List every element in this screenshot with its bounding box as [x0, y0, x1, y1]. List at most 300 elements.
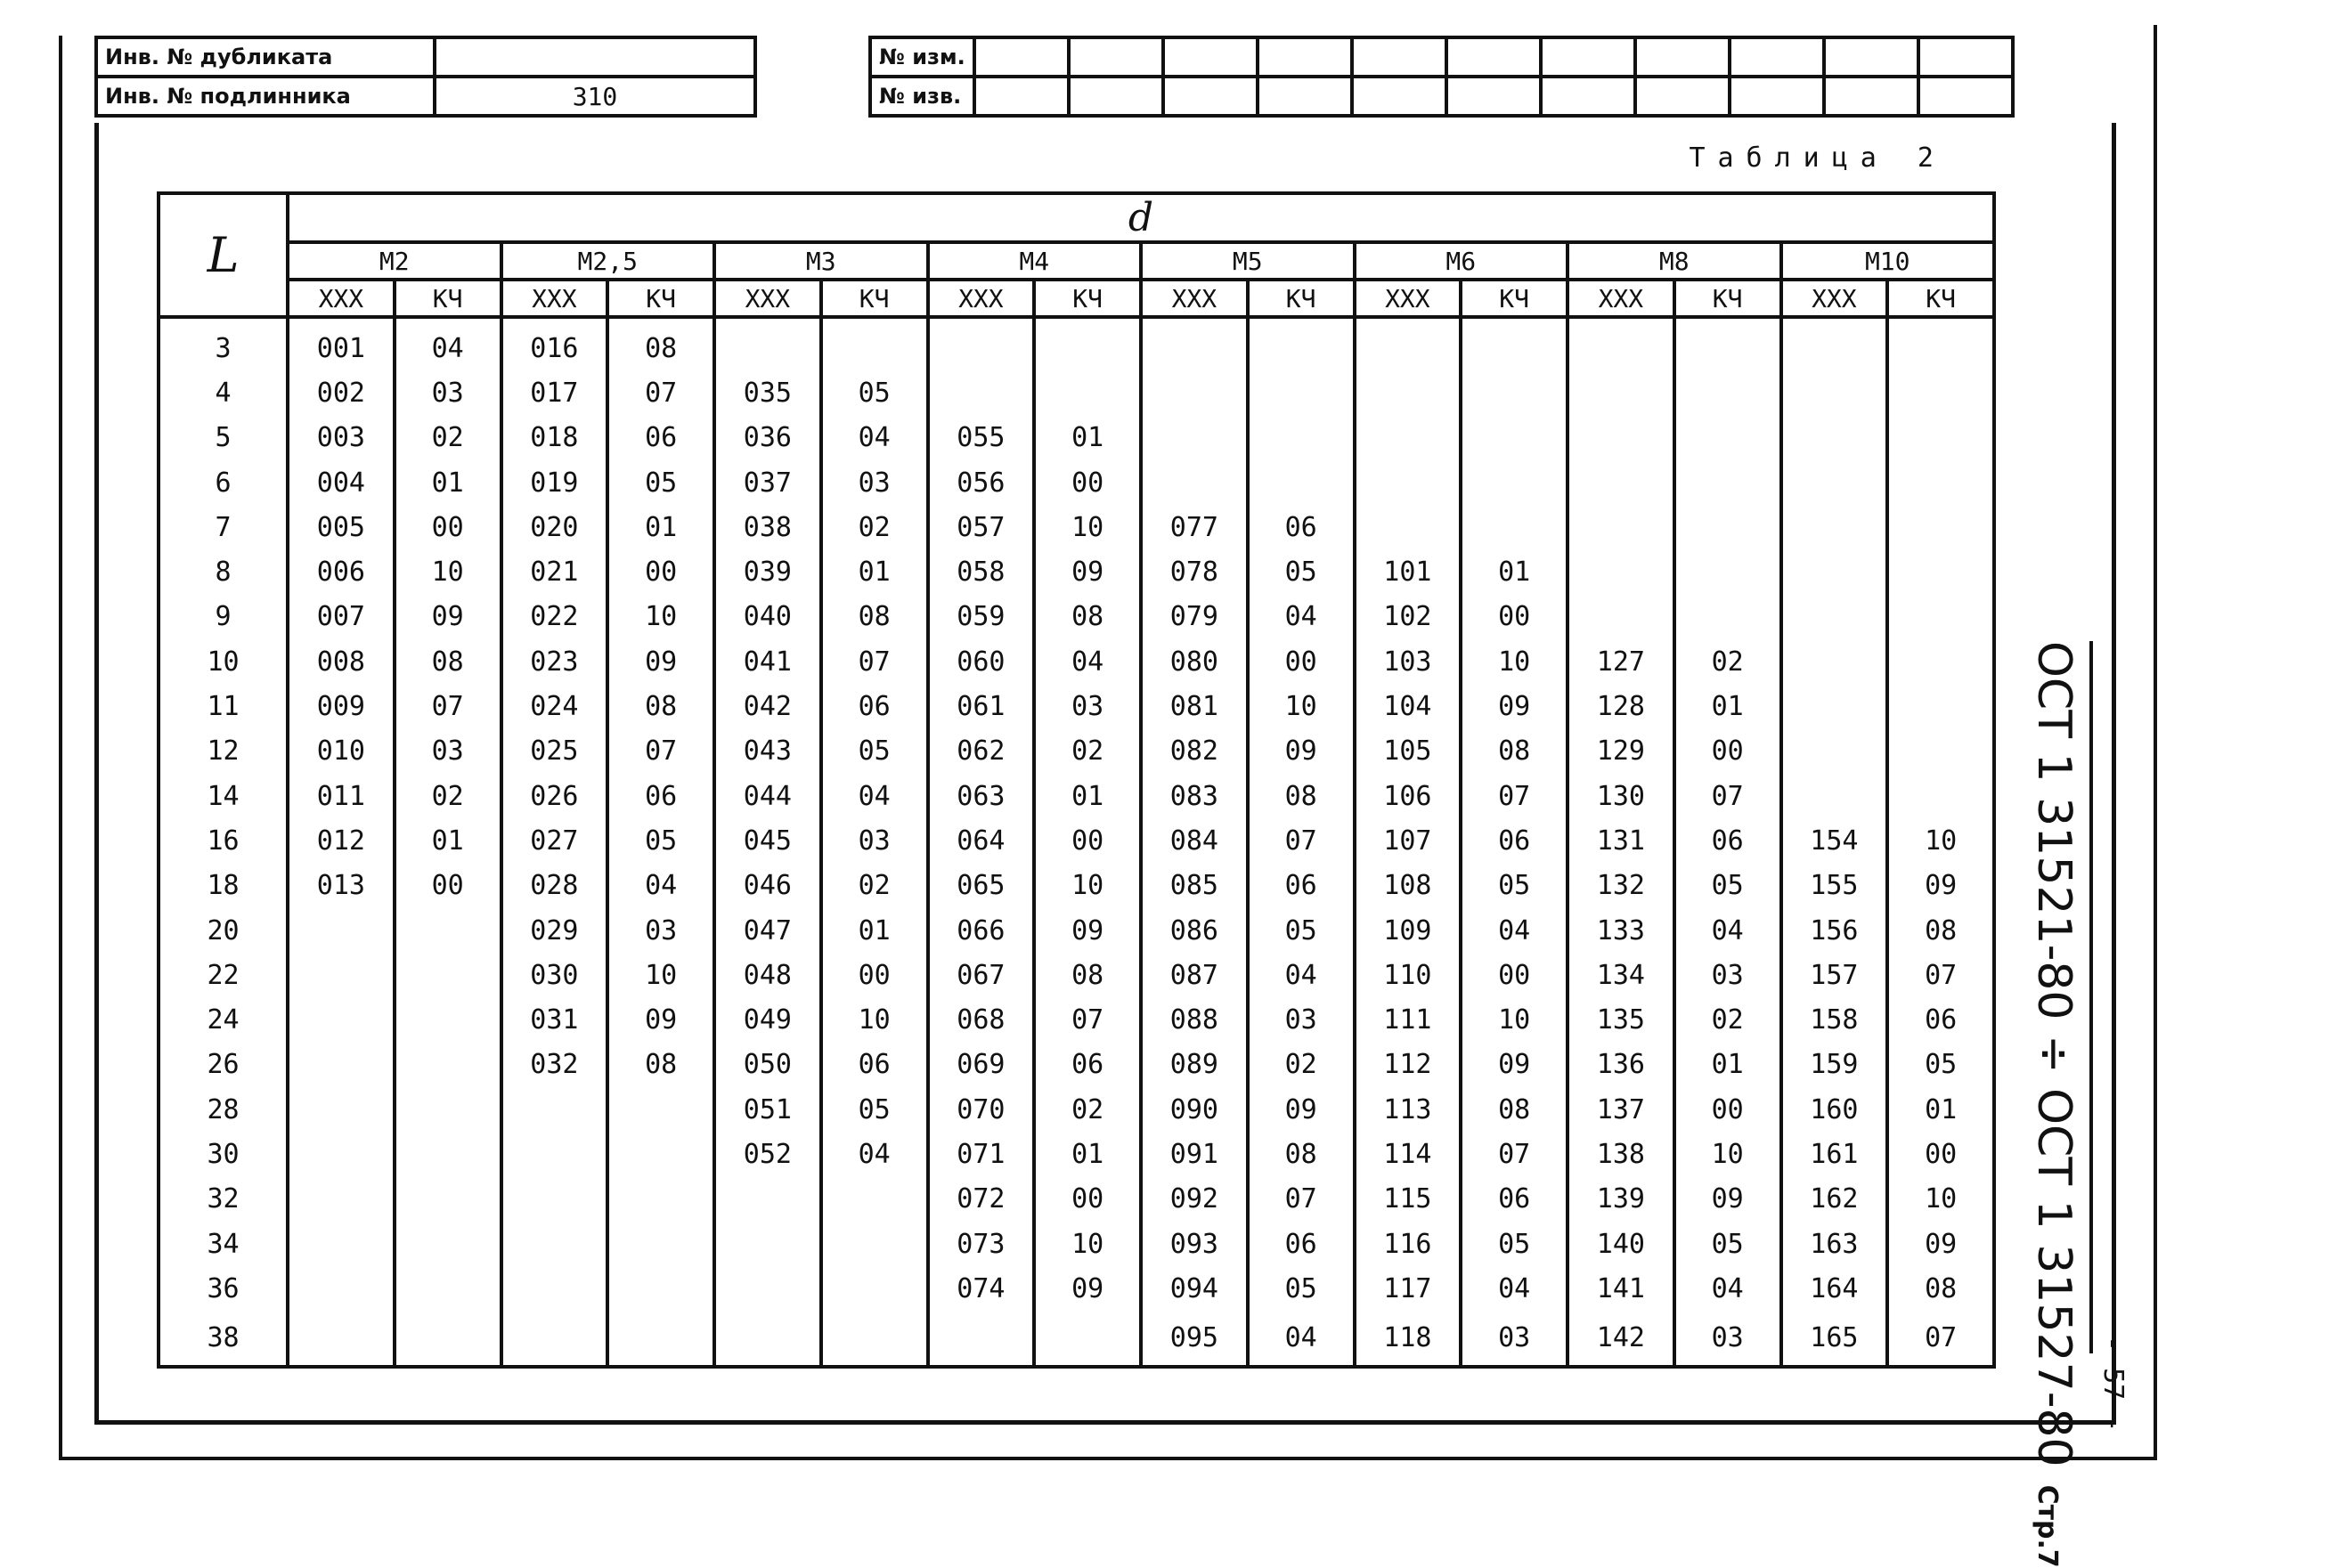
- code-cell: 01: [1034, 774, 1141, 818]
- code-cell: [1887, 595, 1994, 639]
- code-cell: 04: [1248, 953, 1355, 997]
- table-row: [159, 1312, 1994, 1367]
- stamp-change-cell: [1824, 37, 1918, 77]
- code-cell: 09: [1887, 1222, 1994, 1266]
- code-cell: [1141, 460, 1248, 505]
- code-cell: 136: [1568, 1043, 1674, 1087]
- stamp-change-cell: [1730, 77, 1824, 116]
- code-cell: [928, 1312, 1035, 1367]
- code-cell: 024: [501, 684, 608, 728]
- length-cell: 11: [159, 684, 288, 728]
- class-subheader: КЧ: [1674, 280, 1781, 317]
- code-cell: 06: [1248, 1222, 1355, 1266]
- code-cell: 01: [1887, 1087, 1994, 1132]
- code-cell: 156: [1781, 908, 1888, 953]
- table-row: [159, 549, 1994, 594]
- code-cell: 011: [288, 774, 395, 818]
- code-cell: 065: [928, 864, 1035, 908]
- stamp-change-cell: [1163, 37, 1258, 77]
- code-cell: 159: [1781, 1043, 1888, 1087]
- code-cell: 02: [395, 416, 501, 460]
- code-cell: 088: [1141, 997, 1248, 1042]
- code-cell: 00: [1248, 639, 1355, 684]
- code-cell: 003: [288, 416, 395, 460]
- code-cell: 165: [1781, 1312, 1888, 1367]
- code-cell: 074: [928, 1266, 1035, 1311]
- code-cell: 04: [821, 1132, 928, 1176]
- length-cell: 20: [159, 908, 288, 953]
- code-cell: [1034, 370, 1141, 415]
- code-cell: [1568, 505, 1674, 549]
- code-cell: 04: [1248, 595, 1355, 639]
- code-cell: 07: [1461, 1132, 1568, 1176]
- code-cell: 04: [395, 317, 501, 370]
- table-row: [159, 1132, 1994, 1176]
- code-cell: 131: [1568, 818, 1674, 863]
- code-cell: 073: [928, 1222, 1035, 1266]
- table-row: [159, 774, 1994, 818]
- code-cell: 039: [714, 549, 821, 594]
- code-cell: 05: [1674, 864, 1781, 908]
- code-cell: 07: [1887, 1312, 1994, 1367]
- stamp-change-cell: [1258, 37, 1352, 77]
- code-cell: [1034, 317, 1141, 370]
- code-cell: 005: [288, 505, 395, 549]
- code-cell: [607, 1132, 714, 1176]
- code-cell: [288, 1266, 395, 1311]
- code-cell: 02: [1674, 997, 1781, 1042]
- code-cell: 091: [1141, 1132, 1248, 1176]
- side-standard-title: [2018, 641, 2093, 1568]
- code-cell: [288, 1132, 395, 1176]
- code-cell: 063: [928, 774, 1035, 818]
- code-cell: 08: [1034, 953, 1141, 997]
- code-cell: [1781, 729, 1888, 774]
- code-cell: 07: [1887, 953, 1994, 997]
- frame-bottom-line: [59, 1457, 2157, 1460]
- code-cell: 05: [607, 460, 714, 505]
- code-cell: 04: [1034, 639, 1141, 684]
- code-cell: 020: [501, 505, 608, 549]
- code-cell: 04: [1461, 908, 1568, 953]
- length-cell: 38: [159, 1312, 288, 1367]
- code-cell: [1461, 317, 1568, 370]
- code-cell: 138: [1568, 1132, 1674, 1176]
- code-cell: 09: [1674, 1177, 1781, 1222]
- frame-right-line: [2154, 25, 2157, 1460]
- code-cell: [1887, 460, 1994, 505]
- code-cell: 00: [1461, 953, 1568, 997]
- code-cell: [821, 1266, 928, 1311]
- code-cell: 08: [607, 317, 714, 370]
- code-cell: 08: [607, 1043, 714, 1087]
- code-cell: 108: [1355, 864, 1462, 908]
- code-cell: 130: [1568, 774, 1674, 818]
- code-cell: [1568, 317, 1674, 370]
- stamp-change-cell: [1635, 37, 1730, 77]
- code-cell: 07: [821, 639, 928, 684]
- code-cell: [395, 1132, 501, 1176]
- code-cell: 00: [1674, 1087, 1781, 1132]
- code-cell: 029: [501, 908, 608, 953]
- code-cell: 135: [1568, 997, 1674, 1042]
- code-cell: 061: [928, 684, 1035, 728]
- code-cell: 137: [1568, 1087, 1674, 1132]
- code-cell: 04: [821, 774, 928, 818]
- code-cell: 009: [288, 684, 395, 728]
- code-cell: 107: [1355, 818, 1462, 863]
- code-cell: [501, 1177, 608, 1222]
- code-subheader: XXX: [1355, 280, 1462, 317]
- code-cell: [395, 1043, 501, 1087]
- code-cell: 109: [1355, 908, 1462, 953]
- code-cell: 025: [501, 729, 608, 774]
- code-cell: 05: [607, 818, 714, 863]
- code-cell: [1781, 639, 1888, 684]
- code-cell: [1674, 549, 1781, 594]
- length-cell: 32: [159, 1177, 288, 1222]
- code-cell: [1781, 595, 1888, 639]
- stamp-change-cell: [1446, 77, 1541, 116]
- code-cell: [501, 1312, 608, 1367]
- code-cell: [1034, 1312, 1141, 1367]
- code-cell: [1568, 460, 1674, 505]
- stamp-change-cell: [1918, 77, 2013, 116]
- code-cell: 08: [607, 684, 714, 728]
- code-cell: 059: [928, 595, 1035, 639]
- code-cell: 03: [395, 370, 501, 415]
- class-subheader: КЧ: [1034, 280, 1141, 317]
- code-cell: 03: [1461, 1312, 1568, 1367]
- code-cell: 092: [1141, 1177, 1248, 1222]
- length-cell: 22: [159, 953, 288, 997]
- code-cell: 10: [1674, 1132, 1781, 1176]
- code-cell: [1355, 317, 1462, 370]
- stamp-change-cell: [1824, 77, 1918, 116]
- code-cell: 139: [1568, 1177, 1674, 1222]
- length-cell: 4: [159, 370, 288, 415]
- code-cell: [288, 1043, 395, 1087]
- code-cell: 00: [395, 864, 501, 908]
- code-cell: 09: [395, 595, 501, 639]
- code-cell: [1781, 416, 1888, 460]
- code-cell: [1674, 416, 1781, 460]
- code-subheader: XXX: [288, 280, 395, 317]
- code-cell: 052: [714, 1132, 821, 1176]
- code-cell: 04: [1674, 908, 1781, 953]
- code-cell: [1568, 370, 1674, 415]
- code-cell: 045: [714, 818, 821, 863]
- code-cell: 10: [1461, 997, 1568, 1042]
- code-cell: 106: [1355, 774, 1462, 818]
- code-cell: [607, 1266, 714, 1311]
- code-cell: 09: [1034, 1266, 1141, 1311]
- code-cell: [1248, 317, 1355, 370]
- code-cell: 05: [1461, 864, 1568, 908]
- table-row: [159, 1266, 1994, 1311]
- code-cell: [395, 1312, 501, 1367]
- code-cell: [1461, 370, 1568, 415]
- code-cell: 070: [928, 1087, 1035, 1132]
- stamp-label-notice: № изв.: [870, 77, 974, 116]
- code-cell: [1887, 317, 1994, 370]
- table-row: [159, 1222, 1994, 1266]
- diameter-group-header: M6: [1355, 242, 1568, 280]
- class-subheader: КЧ: [395, 280, 501, 317]
- stamp-label-original: Инв. № подлинника: [96, 77, 435, 116]
- code-cell: [288, 1312, 395, 1367]
- code-cell: 028: [501, 864, 608, 908]
- code-cell: 02: [821, 505, 928, 549]
- code-cell: 047: [714, 908, 821, 953]
- code-cell: 142: [1568, 1312, 1674, 1367]
- code-cell: 010: [288, 729, 395, 774]
- code-cell: 044: [714, 774, 821, 818]
- code-cell: 01: [395, 460, 501, 505]
- stamp-change-cell: [1258, 77, 1352, 116]
- code-cell: [1674, 317, 1781, 370]
- code-cell: 10: [395, 549, 501, 594]
- code-cell: 040: [714, 595, 821, 639]
- stamp-change-cell: [1541, 77, 1635, 116]
- code-cell: 06: [1034, 1043, 1141, 1087]
- code-cell: [395, 997, 501, 1042]
- code-cell: 110: [1355, 953, 1462, 997]
- table-row: [159, 729, 1994, 774]
- code-cell: 07: [1461, 774, 1568, 818]
- code-cell: [1887, 370, 1994, 415]
- code-cell: 019: [501, 460, 608, 505]
- code-cell: 089: [1141, 1043, 1248, 1087]
- code-cell: 06: [607, 416, 714, 460]
- code-cell: [1781, 460, 1888, 505]
- code-cell: 008: [288, 639, 395, 684]
- code-cell: 046: [714, 864, 821, 908]
- code-cell: 01: [607, 505, 714, 549]
- code-subheader: XXX: [501, 280, 608, 317]
- code-cell: [501, 1087, 608, 1132]
- code-cell: [1141, 317, 1248, 370]
- code-cell: 01: [1034, 1132, 1141, 1176]
- code-cell: 155: [1781, 864, 1888, 908]
- code-cell: [1781, 370, 1888, 415]
- column-header-l: L: [159, 193, 288, 317]
- length-cell: 26: [159, 1043, 288, 1087]
- stamp-change-cell: [1352, 77, 1446, 116]
- code-cell: [395, 1177, 501, 1222]
- code-subheader: XXX: [1141, 280, 1248, 317]
- code-cell: 09: [1461, 684, 1568, 728]
- code-cell: 04: [1461, 1266, 1568, 1311]
- code-cell: [1355, 505, 1462, 549]
- code-cell: 163: [1781, 1222, 1888, 1266]
- code-cell: 084: [1141, 818, 1248, 863]
- code-cell: 018: [501, 416, 608, 460]
- stamp-label-duplicate: Инв. № дубликата: [96, 37, 435, 77]
- code-cell: 068: [928, 997, 1035, 1042]
- code-cell: 078: [1141, 549, 1248, 594]
- stamp-changes: [868, 36, 2015, 118]
- code-subheader: XXX: [1781, 280, 1888, 317]
- code-cell: 162: [1781, 1177, 1888, 1222]
- code-cell: 07: [607, 370, 714, 415]
- code-cell: 090: [1141, 1087, 1248, 1132]
- code-cell: 02: [1034, 729, 1141, 774]
- code-cell: 016: [501, 317, 608, 370]
- table-row: [159, 864, 1994, 908]
- stamp-change-cell: [1918, 37, 2013, 77]
- code-cell: 115: [1355, 1177, 1462, 1222]
- frame-left-line: [59, 36, 62, 1460]
- length-cell: 10: [159, 639, 288, 684]
- code-cell: 07: [1248, 1177, 1355, 1222]
- code-cell: [1461, 416, 1568, 460]
- code-cell: 133: [1568, 908, 1674, 953]
- code-cell: [501, 1266, 608, 1311]
- code-cell: 06: [821, 1043, 928, 1087]
- table-row: [159, 1087, 1994, 1132]
- length-cell: 16: [159, 818, 288, 863]
- table-row: [159, 460, 1994, 505]
- code-cell: 164: [1781, 1266, 1888, 1311]
- code-cell: 10: [1034, 505, 1141, 549]
- code-cell: 06: [821, 684, 928, 728]
- code-subheader: XXX: [928, 280, 1035, 317]
- table-row: [159, 997, 1994, 1042]
- code-cell: 00: [1034, 460, 1141, 505]
- code-cell: 05: [1248, 549, 1355, 594]
- code-cell: [714, 1266, 821, 1311]
- code-cell: [1781, 549, 1888, 594]
- length-cell: 6: [159, 460, 288, 505]
- code-cell: 00: [821, 953, 928, 997]
- code-cell: [395, 1222, 501, 1266]
- table-row: [159, 595, 1994, 639]
- code-cell: 10: [607, 953, 714, 997]
- code-cell: 007: [288, 595, 395, 639]
- code-cell: [1674, 505, 1781, 549]
- code-cell: [288, 997, 395, 1042]
- code-cell: [288, 1087, 395, 1132]
- code-cell: 10: [1887, 818, 1994, 863]
- code-cell: [1141, 370, 1248, 415]
- code-cell: [1674, 595, 1781, 639]
- code-cell: 06: [1248, 505, 1355, 549]
- code-cell: 10: [1034, 1222, 1141, 1266]
- code-cell: 026: [501, 774, 608, 818]
- code-cell: 069: [928, 1043, 1035, 1087]
- code-cell: 021: [501, 549, 608, 594]
- code-subheader: XXX: [1568, 280, 1674, 317]
- code-cell: 02: [1674, 639, 1781, 684]
- code-cell: [821, 1222, 928, 1266]
- code-cell: 06: [1674, 818, 1781, 863]
- code-cell: 10: [1034, 864, 1141, 908]
- code-cell: 042: [714, 684, 821, 728]
- code-cell: 154: [1781, 818, 1888, 863]
- code-cell: 10: [1887, 1177, 1994, 1222]
- code-cell: 08: [1248, 1132, 1355, 1176]
- length-cell: 3: [159, 317, 288, 370]
- code-cell: 051: [714, 1087, 821, 1132]
- code-cell: 058: [928, 549, 1035, 594]
- code-cell: [1781, 317, 1888, 370]
- code-cell: 140: [1568, 1222, 1674, 1266]
- code-cell: 079: [1141, 595, 1248, 639]
- stamp-value-duplicate: [435, 37, 755, 77]
- code-cell: 10: [1461, 639, 1568, 684]
- code-cell: 102: [1355, 595, 1462, 639]
- diameter-group-header: M4: [928, 242, 1142, 280]
- code-cell: [1781, 774, 1888, 818]
- code-cell: 012: [288, 818, 395, 863]
- code-cell: [821, 317, 928, 370]
- code-cell: 072: [928, 1177, 1035, 1222]
- code-cell: [1887, 549, 1994, 594]
- table-row: [159, 953, 1994, 997]
- code-cell: 01: [821, 549, 928, 594]
- length-cell: 36: [159, 1266, 288, 1311]
- code-cell: 00: [1461, 595, 1568, 639]
- code-cell: 004: [288, 460, 395, 505]
- code-cell: 05: [1461, 1222, 1568, 1266]
- length-cell: 14: [159, 774, 288, 818]
- code-cell: 07: [607, 729, 714, 774]
- code-cell: 127: [1568, 639, 1674, 684]
- code-cell: [714, 1222, 821, 1266]
- code-cell: 066: [928, 908, 1035, 953]
- class-subheader: КЧ: [1887, 280, 1994, 317]
- code-cell: 117: [1355, 1266, 1462, 1311]
- code-cell: 09: [1248, 1087, 1355, 1132]
- code-cell: 03: [395, 729, 501, 774]
- diameter-group-header: M2,5: [501, 242, 715, 280]
- code-cell: 105: [1355, 729, 1462, 774]
- code-cell: 071: [928, 1132, 1035, 1176]
- code-cell: [395, 953, 501, 997]
- code-cell: 09: [1461, 1043, 1568, 1087]
- code-cell: 02: [1034, 1087, 1141, 1132]
- code-cell: 141: [1568, 1266, 1674, 1311]
- code-cell: 030: [501, 953, 608, 997]
- table-row: [159, 416, 1994, 460]
- code-cell: 09: [1034, 908, 1141, 953]
- code-cell: 056: [928, 460, 1035, 505]
- code-cell: 03: [1674, 1312, 1781, 1367]
- class-subheader: КЧ: [1248, 280, 1355, 317]
- code-cell: 05: [821, 729, 928, 774]
- code-cell: 00: [1034, 818, 1141, 863]
- stamp-change-cell: [1163, 77, 1258, 116]
- table-row: [159, 505, 1994, 549]
- stamp-change-cell: [1069, 37, 1163, 77]
- code-cell: [395, 908, 501, 953]
- code-cell: 01: [1034, 416, 1141, 460]
- code-cell: 07: [1034, 997, 1141, 1042]
- code-cell: 067: [928, 953, 1035, 997]
- code-cell: [288, 1222, 395, 1266]
- code-cell: [1781, 505, 1888, 549]
- stamp-inventory: [94, 36, 757, 118]
- code-cell: [1781, 684, 1888, 728]
- code-cell: 161: [1781, 1132, 1888, 1176]
- code-cell: [714, 1312, 821, 1367]
- code-cell: 160: [1781, 1087, 1888, 1132]
- stamp-change-cell: [1446, 37, 1541, 77]
- stamp-label-change: № изм.: [870, 37, 974, 77]
- code-cell: 002: [288, 370, 395, 415]
- stamp-change-cell: [974, 77, 1069, 116]
